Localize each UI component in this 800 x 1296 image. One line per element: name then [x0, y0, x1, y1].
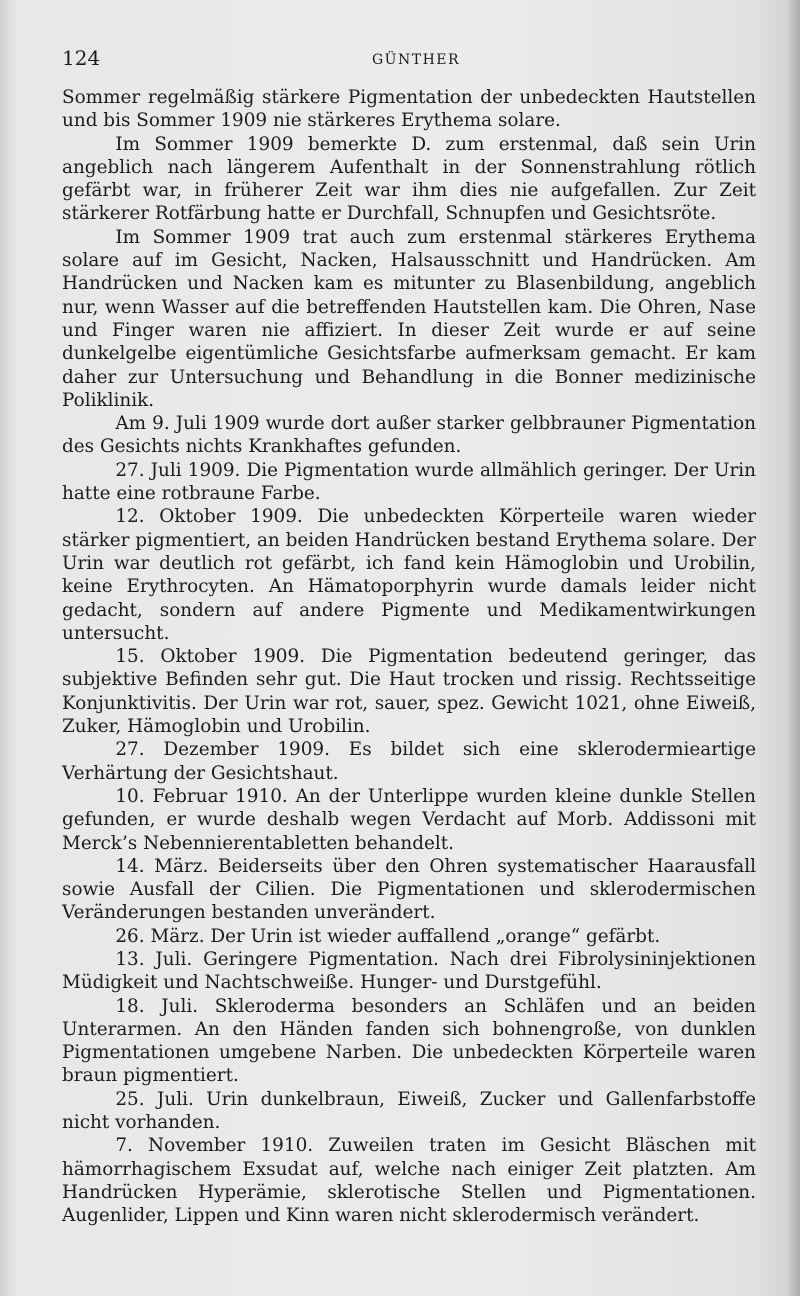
paragraph: 27. Juli 1909. Die Pigmentation wurde allmählich geringer. Der Urin hatte eine rotbraune Farbe.	[62, 459, 756, 505]
paragraph: 7. November 1910. Zuweilen traten im Gesicht Bläschen mit hämorrhagischem Exsudat auf, welche nach einiger Zeit platzten. Am Handrücken Hyperämie, sklerotische Stellen und Pigmentationen. Augenlider, Lippen und Kinn waren nicht sklerodermisch verändert.	[62, 1135, 756, 1227]
paragraph: 18. Juli. Skleroderma besonders an Schläfen und an beiden Unterarmen. An den Händen fanden sich bohnengroße, von dunklen Pigmentationen umgebene Narben. Die unbedeckten Körperteile waren braun pigmentiert.	[62, 995, 756, 1087]
paragraph: Im Sommer 1909 bemerkte D. zum erstenmal, daß sein Urin angeblich nach längerem Aufenthalt in der Sonnenstrahlung rötlich gefärbt war, in früherer Zeit war ihm dies nie aufgefallen. Zur Zeit stärkerer Rotfärbung hatte er Durchfall, Schnupfen und Gesichtsröte.	[62, 133, 756, 225]
running-title: GÜNTHER	[372, 52, 461, 68]
paragraph: 27. Dezember 1909. Es bildet sich eine sklerodermieartige Verhärtung der Gesichtshaut.	[62, 739, 756, 784]
paragraph: Sommer regelmäßig stärkere Pigmentation der unbedeckten Hautstellen und bis Sommer 1909 nie stärkeres Erythema solare.	[62, 87, 756, 132]
paragraph: Am 9. Juli 1909 wurde dort außer starker gelbbrauner Pigmentation des Gesichts nichts Krankhaftes gefunden.	[62, 413, 756, 458]
body-text	[62, 86, 756, 1228]
paragraph: Im Sommer 1909 trat auch zum erstenmal stärkeres Erythema solare auf im Gesicht, Nacken, Halsausschnitt und Handrücken. Am Handrücken und Nacken kam es mitunter zu Blasenbildung, angeblich nur, wenn Wasser auf die betreffenden Hautstellen kam. Die Ohren, Nase und Finger waren nie affiziert. In dieser Zeit wurde er auf seine dunkelgelbe eigentümliche Gesichtsfarbe aufmerksam gemacht. Er kam daher zur Untersuchung und Behandlung in die Bonner medizinische Poliklinik.	[62, 226, 756, 411]
paragraph: 15. Oktober 1909. Die Pigmentation bedeutend geringer, das subjektive Befinden sehr gut. Die Haut trocken und rissig. Rechtsseitige Konjunktivitis. Der Urin war rot, sauer, spez. Gewicht 1021, ohne Eiweiß, Zuker, Hämoglobin und Urobilin.	[62, 646, 756, 738]
page-number: 124	[62, 46, 101, 70]
paragraph: 26. März. Der Urin ist wieder auffallend „orange“ gefärbt.	[115, 925, 661, 947]
paragraph: 10. Februar 1910. An der Unterlippe wurden kleine dunkle Stellen gefunden, er wurde deshalb wegen Verdacht auf Morb. Addissoni mit Merck’s Nebennierentabletten behandelt.	[62, 785, 756, 854]
page-edge-shadow	[786, 0, 800, 1296]
paragraph: 14. März. Beiderseits über den Ohren systematischer Haarausfall sowie Ausfall der Cilien. Die Pigmentationen und sklerodermischen Veränderungen bestanden unverändert.	[62, 855, 756, 924]
paragraph: 12. Oktober 1909. Die unbedeckten Körperteile waren wieder stärker pigmentiert, an beiden Handrücken bestand Erythema solare. Der Urin war deutlich rot gefärbt, ich fand kein Hämoglobin und Urobilin, keine Erythrocyten. An Hämatoporphyrin wurde damals leider nicht gedacht, sondern auf andere Pigmente und Medikamentwirkungen untersucht.	[62, 506, 756, 644]
page-header	[62, 46, 758, 72]
paragraph: 25. Juli. Urin dunkelbraun, Eiweiß, Zucker und Gallenfarbstoffe nicht vorhanden.	[62, 1088, 756, 1134]
paragraph: 13. Juli. Geringere Pigmentation. Nach drei Fibrolysininjektionen Müdigkeit und Nachtschweiße. Hunger- und Durstgefühl.	[62, 948, 756, 994]
